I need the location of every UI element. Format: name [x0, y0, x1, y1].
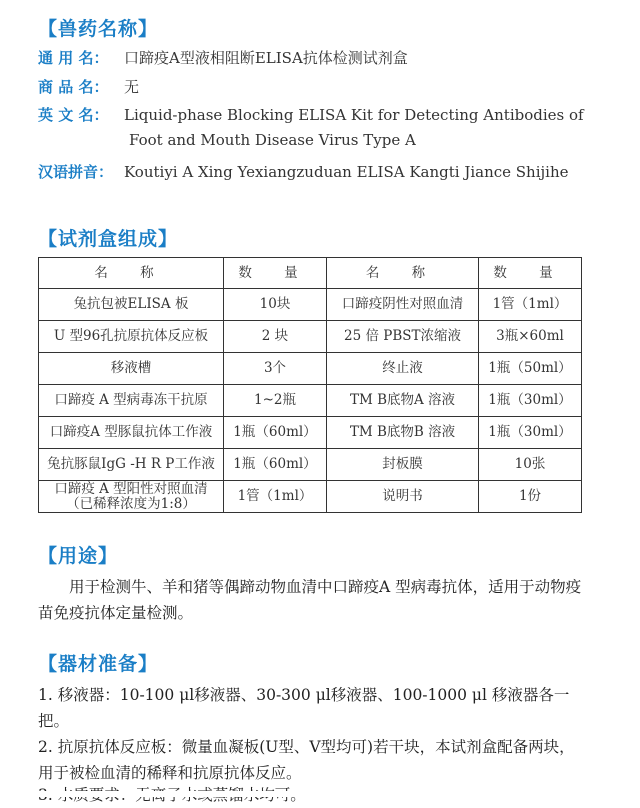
english-name-line1: Liquid-phase Blocking ELISA Kit for Detecting Antibodies of — [124, 106, 584, 124]
table-cell: 1管（1ml） — [479, 289, 582, 321]
pinyin-label: 汉语拼音： — [38, 163, 114, 181]
trade-name-value: 无 — [124, 78, 140, 96]
table-cell: 1瓶（30ml） — [479, 417, 582, 449]
table-row — [39, 289, 582, 321]
table-cell: 1瓶（60ml） — [224, 417, 327, 449]
usage-paragraph: 用于检测牛、羊和猪等偶蹄动物血清中口蹄疫A 型病毒抗体，适用于动物疫苗免疫抗体定量检测。 — [38, 578, 582, 622]
kit-composition-table — [38, 257, 582, 513]
english-name-label: 英 文 名： — [38, 106, 109, 124]
generic-name-field — [38, 47, 408, 68]
column-header-quantity: 数 量 — [224, 258, 327, 289]
table-cell: 2 块 — [224, 321, 327, 353]
table-cell: TM B底物B 溶液 — [327, 417, 479, 449]
table-cell: 说明书 — [327, 481, 479, 513]
table-cell: 10张 — [479, 449, 582, 481]
table-cell: 移液槽 — [39, 353, 224, 385]
trade-name-label: 商 品 名： — [38, 78, 109, 96]
table-cell: TM B底物A 溶液 — [327, 385, 479, 417]
pinyin-field — [38, 161, 569, 182]
table-cell: 25 倍 PBST浓缩液 — [327, 321, 479, 353]
equipment-item-2: 2. 抗原抗体反应板：微量血凝板(U型、V型均可)若干块，本试剂盒配备两块，用于被检血清的稀释和抗原抗体反应。 — [38, 738, 575, 782]
table-cell: 终止液 — [327, 353, 479, 385]
table-cell: 口蹄疫 A 型阳性对照血清（已稀释浓度为1:8） — [39, 481, 224, 513]
table-cell: 兔抗豚鼠IgG -H R P工作液 — [39, 449, 224, 481]
table-cell: 3瓶×60ml — [479, 321, 582, 353]
section-title-drug-name: 【兽药名称】 — [38, 18, 159, 40]
english-name-line2: Foot and Mouth Disease Virus Type A — [129, 131, 416, 149]
table-row — [39, 449, 582, 481]
table-row — [39, 321, 582, 353]
table-cell: 封板膜 — [327, 449, 479, 481]
table-row — [39, 385, 582, 417]
table-row — [39, 417, 582, 449]
english-name-field — [38, 104, 584, 125]
section-title-composition: 【试剂盒组成】 — [38, 228, 179, 250]
table-row — [39, 353, 582, 385]
table-cell: 3个 — [224, 353, 327, 385]
table-cell: 1瓶（30ml） — [479, 385, 582, 417]
table-cell: 口蹄疫阴性对照血清 — [327, 289, 479, 321]
column-header-name: 名 称 — [39, 258, 224, 289]
table-row — [39, 481, 582, 513]
table-cell: 兔抗包被ELISA 板 — [39, 289, 224, 321]
column-header-name: 名 称 — [327, 258, 479, 289]
table-header-row — [39, 258, 582, 289]
table-cell: 10块 — [224, 289, 327, 321]
table-cell: 口蹄疫A 型豚鼠抗体工作液 — [39, 417, 224, 449]
section-title-usage: 【用途】 — [38, 545, 119, 567]
table-cell: U 型96孔抗原抗体反应板 — [39, 321, 224, 353]
generic-name-value: 口蹄疫A型液相阻断ELISA抗体检测试剂盒 — [124, 49, 408, 67]
page-bottom-edge — [0, 791, 640, 797]
generic-name-label: 通 用 名： — [38, 49, 109, 67]
pinyin-value: Koutiyi A Xing Yexiangzuduan ELISA Kangti Jiance Shijihe — [124, 163, 569, 181]
table-cell: 1份 — [479, 481, 582, 513]
table-cell: 口蹄疫 A 型病毒冻干抗原 — [39, 385, 224, 417]
section-title-equipment: 【器材准备】 — [38, 653, 159, 675]
table-cell: 1~2瓶 — [224, 385, 327, 417]
table-cell: 1瓶（60ml） — [224, 449, 327, 481]
table-cell: 1管（1ml） — [224, 481, 327, 513]
trade-name-field — [38, 76, 139, 97]
equipment-item-1: 1. 移液器：10-100 μl移液器、30-300 μl移液器、100-1000 μl 移液器各一把。 — [38, 686, 570, 730]
column-header-quantity: 数 量 — [479, 258, 582, 289]
table-cell: 1瓶（50ml） — [479, 353, 582, 385]
